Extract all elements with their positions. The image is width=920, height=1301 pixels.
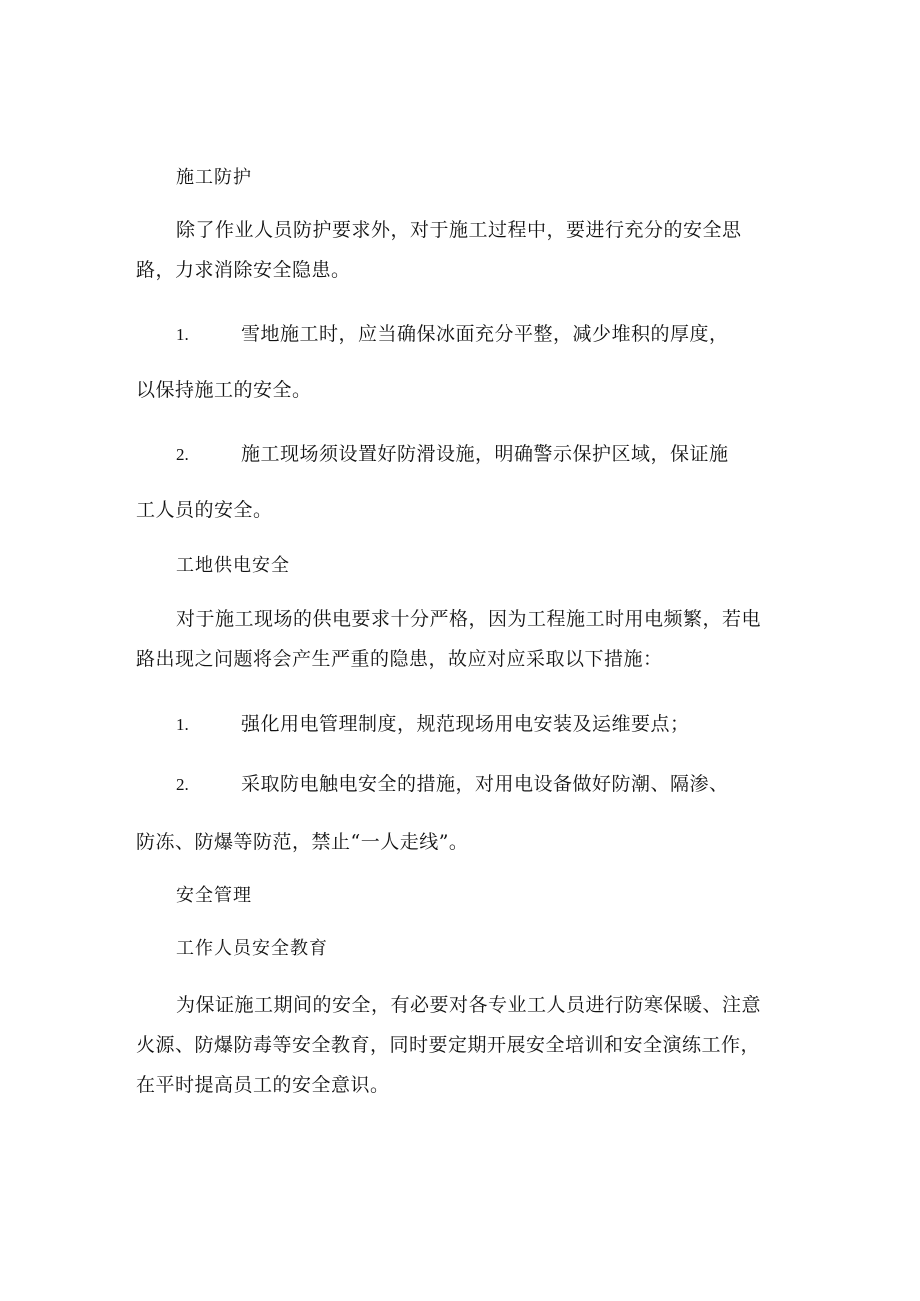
paragraph-line: 火源、防爆防毒等安全教育，同时要定期开展安全培训和安全演练工作，: [136, 1034, 761, 1056]
section-heading-power-safety: 工地供电安全: [176, 555, 290, 576]
section-heading-construction-protection: 施工防护: [176, 167, 252, 188]
paragraph-line: 路出现之问题将会产生严重的隐患，故应对应采取以下措施：: [136, 648, 663, 670]
paragraph-line: 为保证施工期间的安全，有必要对各专业工人员进行防寒保暖、注意: [176, 994, 762, 1016]
paragraph-line: 路，力求消除安全隐患。: [136, 259, 351, 281]
list-item-text: 防冻、防爆等防范，禁止“一人走线”。: [136, 831, 469, 853]
paragraph-line: 在平时提高员工的安全意识。: [136, 1074, 390, 1096]
list-item-text: 以保持施工的安全。: [136, 379, 312, 401]
subheading-staff-safety-education: 工作人员安全教育: [176, 938, 328, 959]
list-item-text: 工人员的安全。: [136, 499, 273, 521]
list-item-text: 强化用电管理制度，规范现场用电安装及运维要点；: [241, 713, 690, 735]
list-item-number: 1.: [176, 715, 189, 734]
paragraph-line: 对于施工现场的供电要求十分严格，因为工程施工时用电频繁，若电: [176, 608, 762, 630]
list-item-number: 2.: [176, 445, 189, 464]
list-item-number: 2.: [176, 775, 189, 794]
section-heading-safety-management: 安全管理: [176, 885, 252, 906]
list-item-text: 采取防电触电安全的措施，对用电设备做好防潮、隔渗、: [241, 773, 729, 795]
paragraph-line: 除了作业人员防护要求外，对于施工过程中，要进行充分的安全思: [176, 219, 742, 241]
list-item-number: 1.: [176, 325, 189, 344]
list-item-text: 施工现场须设置好防滑设施，明确警示保护区域，保证施: [241, 443, 729, 465]
list-item-text: 雪地施工时，应当确保冰面充分平整，减少堆积的厚度，: [241, 323, 729, 345]
